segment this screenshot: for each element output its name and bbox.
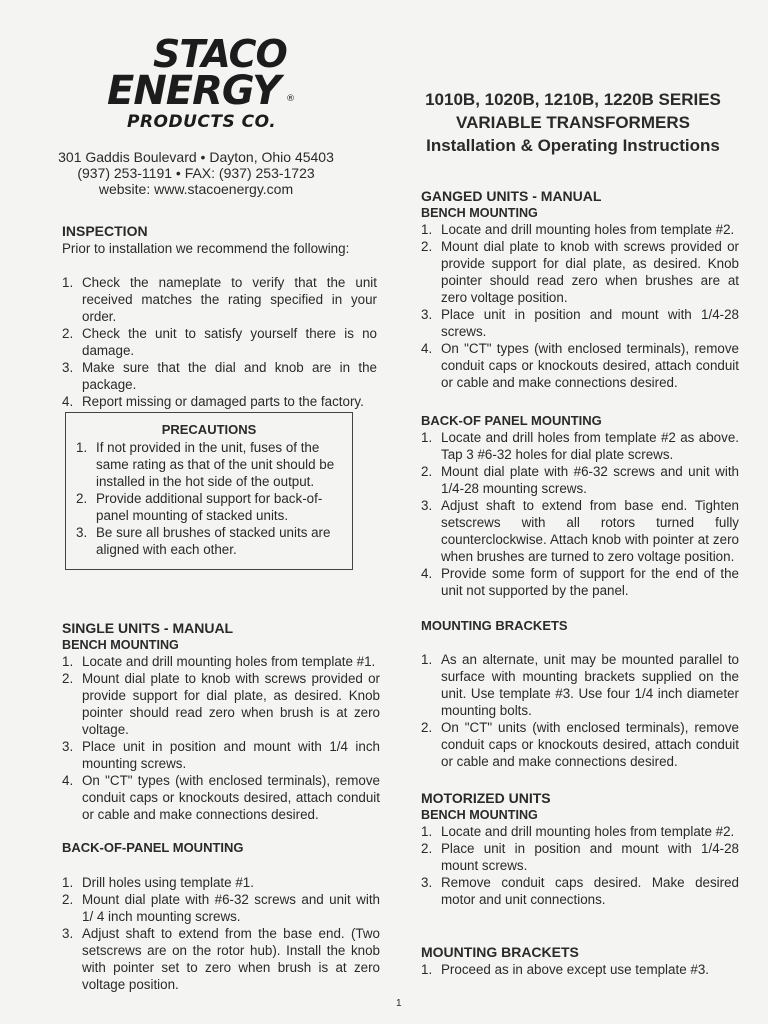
title-subtitle: Installation & Operating Instructions — [426, 136, 720, 155]
mounting-brackets-section — [421, 618, 739, 770]
company-logo — [105, 32, 305, 138]
list-item: 1. Locate and drill mounting holes from template #2. — [421, 222, 735, 237]
list-item: 3. Be sure all brushes of stacked units are aligned with each other. — [76, 525, 331, 557]
address-phone-fax: (937) 253-1191 • FAX: (937) 253-1723 — [77, 165, 315, 181]
list-item: 3. Remove conduit caps desired. Make desired motor and unit connections. — [421, 875, 739, 907]
precautions-list — [76, 439, 342, 558]
list-item: 1. As an alternate, unit may be mounted parallel to surface with mounting brackets supplied on the unit. Use template #3. Use four 1/4 inch diameter mounting bolts. — [421, 652, 739, 718]
ganged-bench-list — [421, 221, 739, 391]
list-item: 4. Provide some form of support for the end of the unit not supported by the panel. — [421, 566, 739, 598]
list-item: 3. Make sure that the dial and knob are in the package. — [62, 360, 377, 392]
list-item: 1. Locate and drill mounting holes from template #2. — [421, 824, 735, 839]
single-units-heading: SINGLE UNITS - MANUAL — [62, 620, 234, 636]
document-title — [398, 88, 748, 157]
single-back-panel-list — [62, 874, 380, 993]
logo-line-products: PRODUCTS CO. — [127, 112, 277, 132]
page-number: 1 — [396, 998, 402, 1009]
ganged-bench-subheading: BENCH MOUNTING — [421, 206, 538, 220]
ganged-back-panel-heading: BACK-OF PANEL MOUNTING — [421, 413, 602, 428]
list-item: 1. Locate and drill mounting holes from template #1. — [62, 654, 376, 669]
mounting-brackets-heading: MOUNTING BRACKETS — [421, 618, 568, 633]
list-item: 1. If not provided in the unit, fuses of the same rating as that of the unit should be installed in the hot side of the output. — [76, 440, 335, 489]
list-item: 3. Adjust shaft to extend from base end. Tighten setscrews with all rotors turned fully counterclockwise. Attach knob with pointer at zero when brushes are turned to zero voltage position. — [421, 498, 739, 564]
list-item: 4. On "CT" types (with enclosed terminals), remove conduit caps or knockouts desired, attach conduit or cable and make connections desired. — [421, 341, 739, 390]
motorized-bench-list — [421, 823, 739, 908]
ganged-back-panel-section — [421, 413, 739, 599]
list-item: 2. Mount dial plate to knob with screws provided or provide support for dial plate, as desired. Knob pointer should read zero when brushes are at zero voltage position. — [421, 239, 739, 305]
list-item: 3. Place unit in position and mount with 1/4-28 screws. — [421, 307, 739, 339]
list-item: 4. On "CT" types (with enclosed terminals), remove conduit caps or knockouts desired, attach conduit or cable and make connections desired. — [62, 773, 380, 822]
inspection-heading: INSPECTION — [62, 223, 148, 239]
logo-line-energy: ENERGY — [107, 68, 281, 114]
inspection-intro: Prior to installation we recommend the following: — [62, 241, 350, 256]
single-bench-subheading: BENCH MOUNTING — [62, 638, 179, 652]
list-item: 2. Mount dial plate to knob with screws provided or provide support for dial plate, as desired. Knob pointer should read zero when brush is at zero voltage. — [62, 671, 380, 737]
mounting-brackets-motorized-list — [421, 961, 739, 978]
list-item: 2. Place unit in position and mount with 1/4-28 mount screws. — [421, 841, 739, 873]
list-item: 1. Locate and drill holes from template #2 as above. Tap 3 #6-32 holes for dial plate screws. — [421, 430, 739, 462]
mounting-brackets-motorized-heading: MOUNTING BRACKETS — [421, 944, 579, 960]
registered-mark: ® — [286, 94, 295, 104]
precautions-box — [65, 412, 353, 570]
ganged-units-section — [421, 188, 739, 391]
address-street: 301 Gaddis Boulevard • Dayton, Ohio 45403 — [58, 149, 334, 165]
list-item: 2. Mount dial plate with #6-32 screws and unit with 1/4-28 mounting screws. — [421, 464, 739, 496]
title-product: VARIABLE TRANSFORMERS — [456, 113, 690, 132]
list-item: 1. Proceed as in above except use template #3. — [421, 962, 709, 977]
list-item: 4. Report missing or damaged parts to the factory. — [62, 394, 364, 409]
inspection-list — [62, 274, 377, 410]
logo-line-staco: STACO — [153, 32, 287, 76]
single-back-panel-heading: BACK-OF-PANEL MOUNTING — [62, 840, 244, 855]
list-item: 2. On "CT" units (with enclosed terminals), remove conduit caps or knockouts desired, attach conduit or cable and make connections desired. — [421, 720, 739, 769]
list-item: 3. Place unit in position and mount with 1/4 inch mounting screws. — [62, 739, 380, 771]
ganged-back-panel-list — [421, 429, 739, 599]
single-back-panel-section — [62, 840, 380, 993]
inspection-section — [62, 223, 377, 410]
single-units-section — [62, 620, 380, 823]
address-website: website: www.stacoenergy.com — [98, 181, 294, 197]
list-item: 2. Mount dial plate with #6-32 screws and unit with 1/ 4 inch mounting screws. — [62, 892, 380, 924]
mounting-brackets-motorized-section — [421, 944, 739, 978]
list-item: 2. Check the unit to satisfy yourself there is no damage. — [62, 326, 377, 358]
list-item: 2. Provide additional support for back-of-panel mounting of stacked units. — [76, 491, 323, 523]
ganged-units-heading: GANGED UNITS - MANUAL — [421, 188, 602, 204]
list-item: 3. Adjust shaft to extend from the base end. (Two setscrews are on the rotor hub). Install the knob with pointer set to zero when brush is at zero voltage position. — [62, 926, 380, 992]
company-address — [40, 149, 352, 197]
list-item: 1. Drill holes using template #1. — [62, 875, 254, 890]
motorized-units-heading: MOTORIZED UNITS — [421, 790, 551, 806]
single-bench-list — [62, 653, 380, 823]
title-series: 1010B, 1020B, 1210B, 1220B SERIES — [425, 90, 721, 109]
precautions-heading: PRECAUTIONS — [161, 422, 257, 437]
motorized-bench-subheading: BENCH MOUNTING — [421, 808, 538, 822]
list-item: 1. Check the nameplate to verify that the unit received matches the rating specified in your order. — [62, 275, 377, 324]
mounting-brackets-list — [421, 651, 739, 770]
motorized-units-section — [421, 790, 739, 908]
